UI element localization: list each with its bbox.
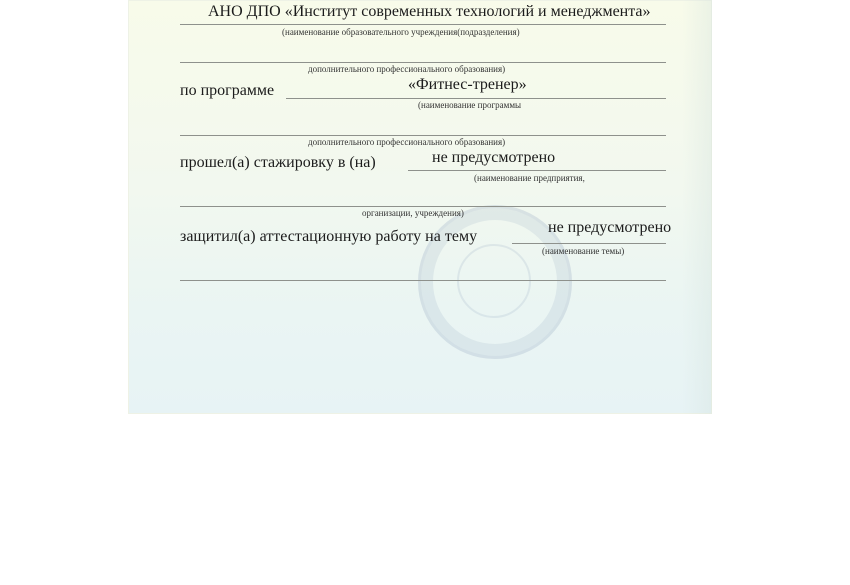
certificate-page xyxy=(128,0,712,414)
internship-caption-2: организации, учреждения) xyxy=(362,208,464,218)
institution-name: АНО ДПО «Институт современных технологий и менеджмента» xyxy=(208,3,651,20)
internship-line-2 xyxy=(180,206,666,207)
program-underline xyxy=(286,98,666,99)
program-label: по программе xyxy=(180,82,275,99)
page-edge-shade xyxy=(682,0,712,414)
thesis-value: не предусмотрено xyxy=(548,219,672,236)
internship-underline xyxy=(408,170,666,171)
institution-caption: (наименование образовательного учреждения(подразделения) xyxy=(282,27,520,37)
institution-line-2 xyxy=(180,62,666,63)
institution-underline xyxy=(180,24,666,25)
program-line-2 xyxy=(180,135,666,136)
program-caption-1: дополнительного профессионального образования) xyxy=(308,64,506,74)
internship-caption-1: (наименование предприятия, xyxy=(474,173,585,183)
thesis-underline xyxy=(512,243,666,244)
program-name: «Фитнес-тренер» xyxy=(408,76,527,93)
thesis-line-2 xyxy=(180,280,666,281)
thesis-label: защитил(а) аттестационную работу на тему xyxy=(180,228,478,245)
internship-value: не предусмотрено xyxy=(432,149,556,166)
program-caption-2: (наименование программы xyxy=(418,100,522,110)
thesis-caption: (наименование темы) xyxy=(542,246,625,256)
internship-label: прошел(а) стажировку в (на) xyxy=(180,154,376,171)
program-caption-3: дополнительного профессионального образования) xyxy=(308,137,506,147)
